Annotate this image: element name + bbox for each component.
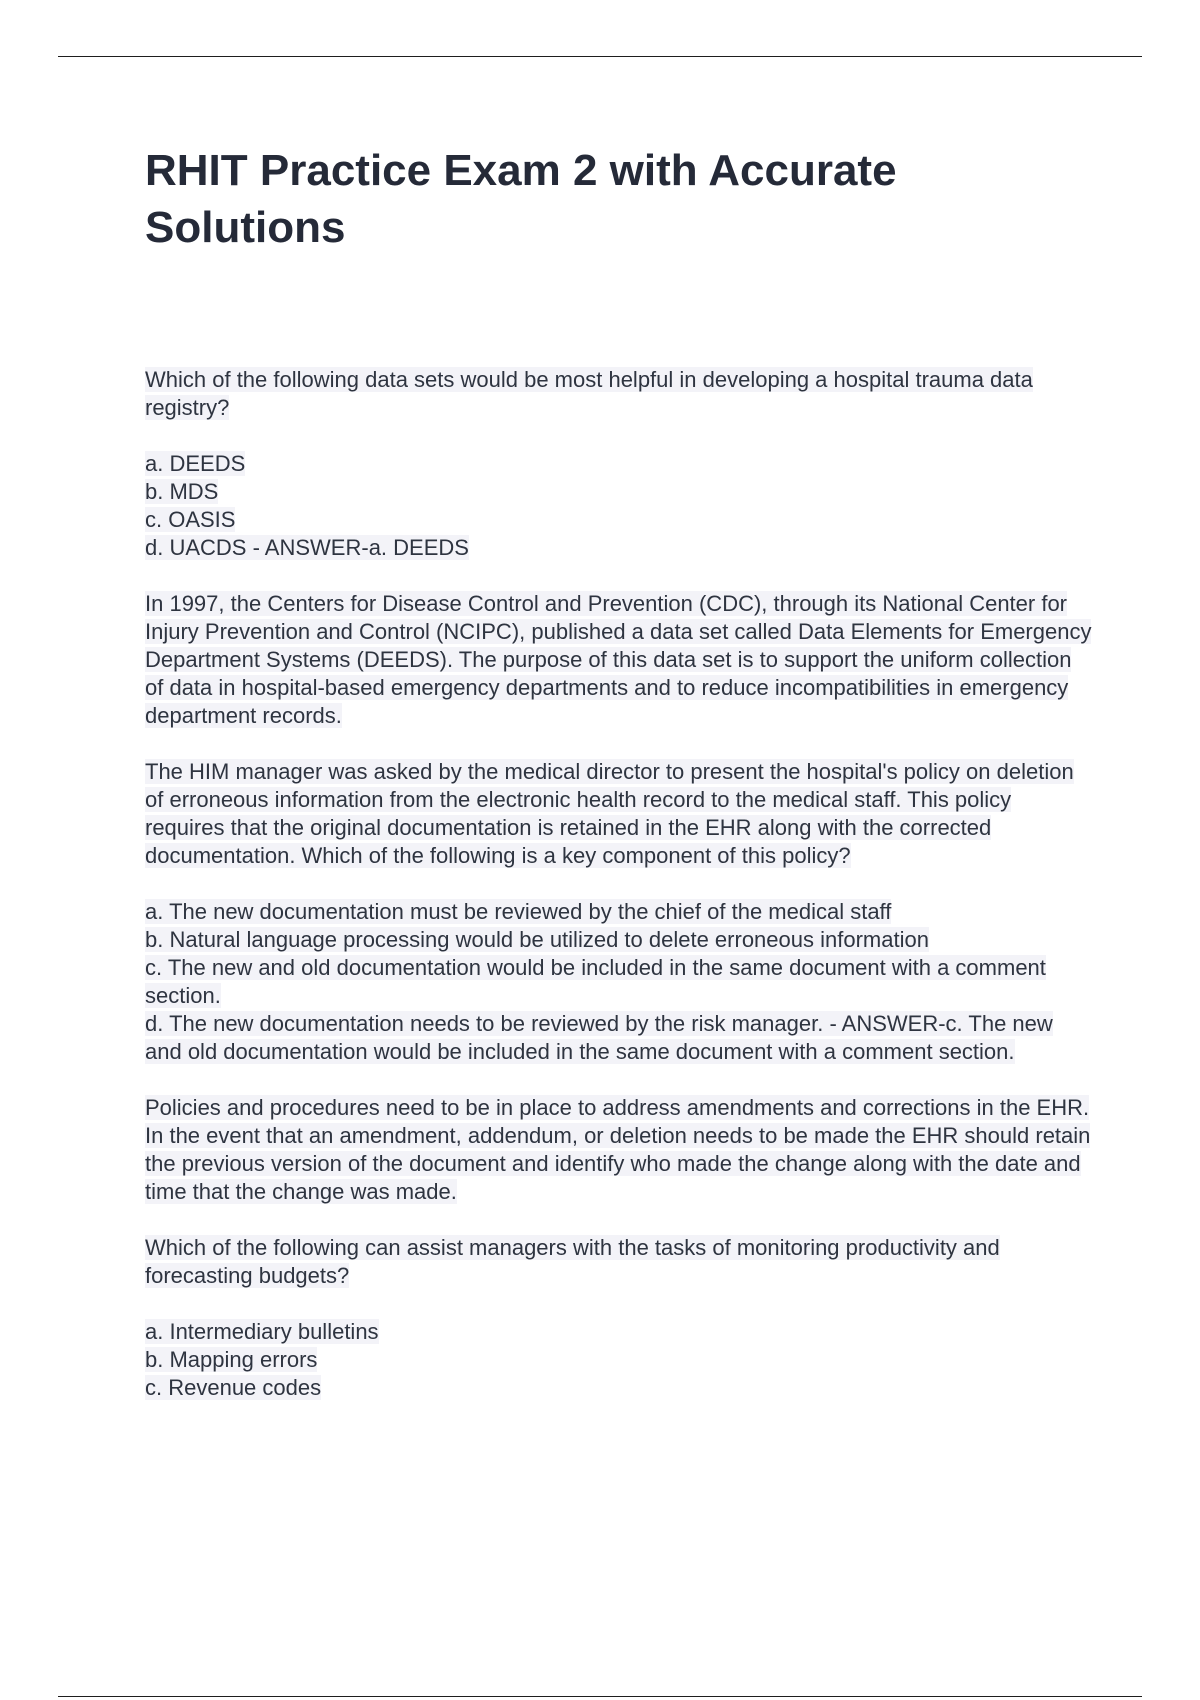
option-d-answer: d. UACDS - ANSWER-a. DEEDS — [145, 535, 469, 560]
question-text: Which of the following data sets would be most helpful in developing a hospital trauma data registry? — [145, 367, 1033, 420]
question-1-options — [145, 450, 1095, 562]
bottom-rule — [58, 1696, 1142, 1697]
question-3 — [145, 1234, 1095, 1290]
top-rule — [58, 56, 1142, 57]
option-a: a. Intermediary bulletins — [145, 1319, 379, 1344]
question-2 — [145, 758, 1095, 870]
option-b: b. Natural language processing would be utilized to delete erroneous information — [145, 927, 929, 952]
option-b: b. Mapping errors — [145, 1347, 318, 1372]
question-3-options — [145, 1318, 1095, 1402]
document-body — [145, 366, 1095, 1430]
question-2-options — [145, 898, 1095, 1066]
option-a: a. The new documentation must be reviewed by the chief of the medical staff — [145, 899, 892, 924]
question-1 — [145, 366, 1095, 422]
question-text: Which of the following can assist managers with the tasks of monitoring productivity and forecasting budgets? — [145, 1235, 1000, 1288]
option-c: c. OASIS — [145, 507, 236, 532]
question-2-explanation: Policies and procedures need to be in place to address amendments and corrections in the EHR. In the event that an amendment, addendum, or deletion needs to be made the EHR should retain the previous version of the document and identify who made the change along with the date and time that the change was made. — [145, 1095, 1091, 1204]
option-b: b. MDS — [145, 479, 219, 504]
option-c: c. The new and old documentation would be included in the same document with a comment section. — [145, 955, 1046, 1008]
option-d-answer: d. The new documentation needs to be reviewed by the risk manager. - ANSWER-c. The new and old documentation would be included in the same document with a comment section. — [145, 1011, 1053, 1064]
question-text: The HIM manager was asked by the medical director to present the hospital's policy on deletion of erroneous information from the electronic health record to the medical staff. This policy requires that the original documentation is retained in the EHR along with the corrected documentation. Which of the following is a key component of this policy? — [145, 759, 1074, 868]
page-title: RHIT Practice Exam 2 with Accurate Solutions — [145, 146, 897, 252]
option-c: c. Revenue codes — [145, 1375, 322, 1400]
question-1-explanation: In 1997, the Centers for Disease Control and Prevention (CDC), through its National Center for Injury Prevention and Control (NCIPC), published a data set called Data Elements for Emergency Department Systems (DEEDS). The purpose of this data set is to support the uniform collection of data in hospital-based emergency departments and to reduce incompatibilities in emergency department records. — [145, 591, 1092, 728]
option-a: a. DEEDS — [145, 451, 246, 476]
